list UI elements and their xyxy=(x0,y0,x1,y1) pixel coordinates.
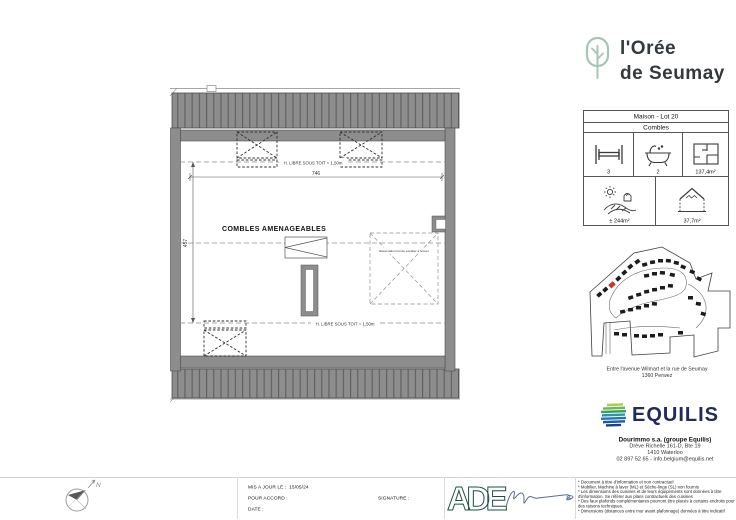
equilis-stripes-icon xyxy=(601,402,627,429)
wall-left xyxy=(171,128,181,371)
garden-icon xyxy=(602,186,638,216)
truss-symbol xyxy=(285,237,327,258)
chimney-duct xyxy=(301,265,318,316)
attic-area-value: 37,7m² xyxy=(683,218,701,224)
headroom-note-bottom: H. LIBRE SOUS TOIT = 1,50m xyxy=(315,321,375,327)
developer-logo xyxy=(601,402,719,429)
attic-floor-plan xyxy=(170,85,462,403)
lot-info-panel xyxy=(583,110,729,226)
tree-icon xyxy=(582,36,614,86)
developer-street: Drève Richelle 161-D, Bte 19 xyxy=(629,443,701,449)
architect-logo xyxy=(446,481,508,517)
dimension-depth xyxy=(191,162,195,323)
disclaimer-line: * Des faux plafonds complémentaires pourront être placés à certains endroits pour xyxy=(578,498,735,504)
wall-right xyxy=(445,128,455,371)
roof-slope-top xyxy=(172,93,459,128)
approval-field xyxy=(248,496,348,504)
stat-floor-area xyxy=(683,133,728,177)
gutter-detail xyxy=(207,86,216,92)
map-caption-line1: Entre l'avenue Wilmart et la rue de Seumay xyxy=(606,366,708,372)
project-logo xyxy=(582,36,725,86)
site-map xyxy=(584,244,732,364)
disclaimer-line: * Document à titre d'information et non contractuel xyxy=(578,479,674,485)
bedrooms-count: 3 xyxy=(606,169,611,175)
bathrooms-count: 2 xyxy=(656,169,660,175)
disclaimer-line: * Mobilier, Machine à laver (ML) et Sèche-linge (SL) non fournis xyxy=(578,484,699,490)
plot-area-value: ± 244m² xyxy=(609,218,630,224)
site-boundary xyxy=(590,247,730,357)
developer-company: Dourimmo s.a. (groupe Equilis) xyxy=(618,436,712,443)
site-map-caption xyxy=(581,366,733,391)
stair-opening-note: Réservation trémie escalier à fermer xyxy=(379,249,429,254)
architect-initials: ADE xyxy=(447,481,504,517)
date-field xyxy=(248,507,348,515)
wall-niche xyxy=(432,216,446,232)
project-name xyxy=(620,36,725,86)
disclaimers xyxy=(578,480,735,520)
map-caption-line2: 1360 Perwez xyxy=(641,372,673,379)
titleblock-divider xyxy=(0,477,736,478)
project-name-line1: l'Orée xyxy=(620,38,677,59)
dimension-depth-value: 457 xyxy=(183,238,189,248)
lot-subtitle: Combles xyxy=(584,123,728,133)
date-label: DATE : xyxy=(248,506,264,512)
developer-contact: 02 897 52 65 - info.belgium@equilis.net xyxy=(616,456,714,462)
disclaimer-line: des raisons techniques. xyxy=(578,503,624,509)
wall-top xyxy=(181,130,446,141)
stat-bedrooms xyxy=(584,133,634,177)
north-label: N xyxy=(96,482,101,489)
developer-brand: EQUILIS xyxy=(632,404,720,426)
stat-plot-area xyxy=(584,177,656,225)
bathtub-icon xyxy=(642,141,674,168)
disclaimer-line: * Les dimensions des cuisines et de leurs équipements sont données à titre xyxy=(578,489,722,495)
roof-window-bottom xyxy=(204,321,246,356)
wall-bottom xyxy=(181,356,446,368)
signature-label: SIGNATURE : xyxy=(378,495,410,501)
updated-field xyxy=(248,485,368,493)
room-label: COMBLES AMENAGEABLES xyxy=(222,226,327,233)
stat-bathrooms xyxy=(634,133,683,177)
project-name-line2: de Seumay xyxy=(620,63,725,84)
stair-opening xyxy=(370,233,438,304)
disclaimer-line: d'information. Se référer aux plans contractuels des cuisines xyxy=(578,493,693,499)
updated-value: 15/05/24 xyxy=(289,484,309,490)
approval-label: POUR ACCORD : xyxy=(248,495,288,501)
developer-city: 1410 Waterloo xyxy=(647,449,683,456)
disclaimer-line: * Dimensions (distances entre mur avant plafonnage) données à titre indicatif xyxy=(578,508,725,514)
signature-scribble xyxy=(500,483,580,515)
updated-label: MIS A JOUR LE : xyxy=(248,484,287,490)
dimension-width-value: 746 xyxy=(311,171,321,177)
lot-title: Maison - Lot 20 xyxy=(584,111,728,123)
roof-slope-bottom xyxy=(172,369,459,398)
stat-attic-area xyxy=(656,177,728,225)
floorplan-icon xyxy=(692,142,720,168)
bed-icon xyxy=(591,142,627,168)
headroom-note-top: H. LIBRE SOUS TOIT = 1,50m xyxy=(283,160,343,166)
north-compass xyxy=(60,474,106,518)
floor-area-value: 137,4m² xyxy=(695,169,716,175)
attic-house-icon xyxy=(676,186,708,216)
